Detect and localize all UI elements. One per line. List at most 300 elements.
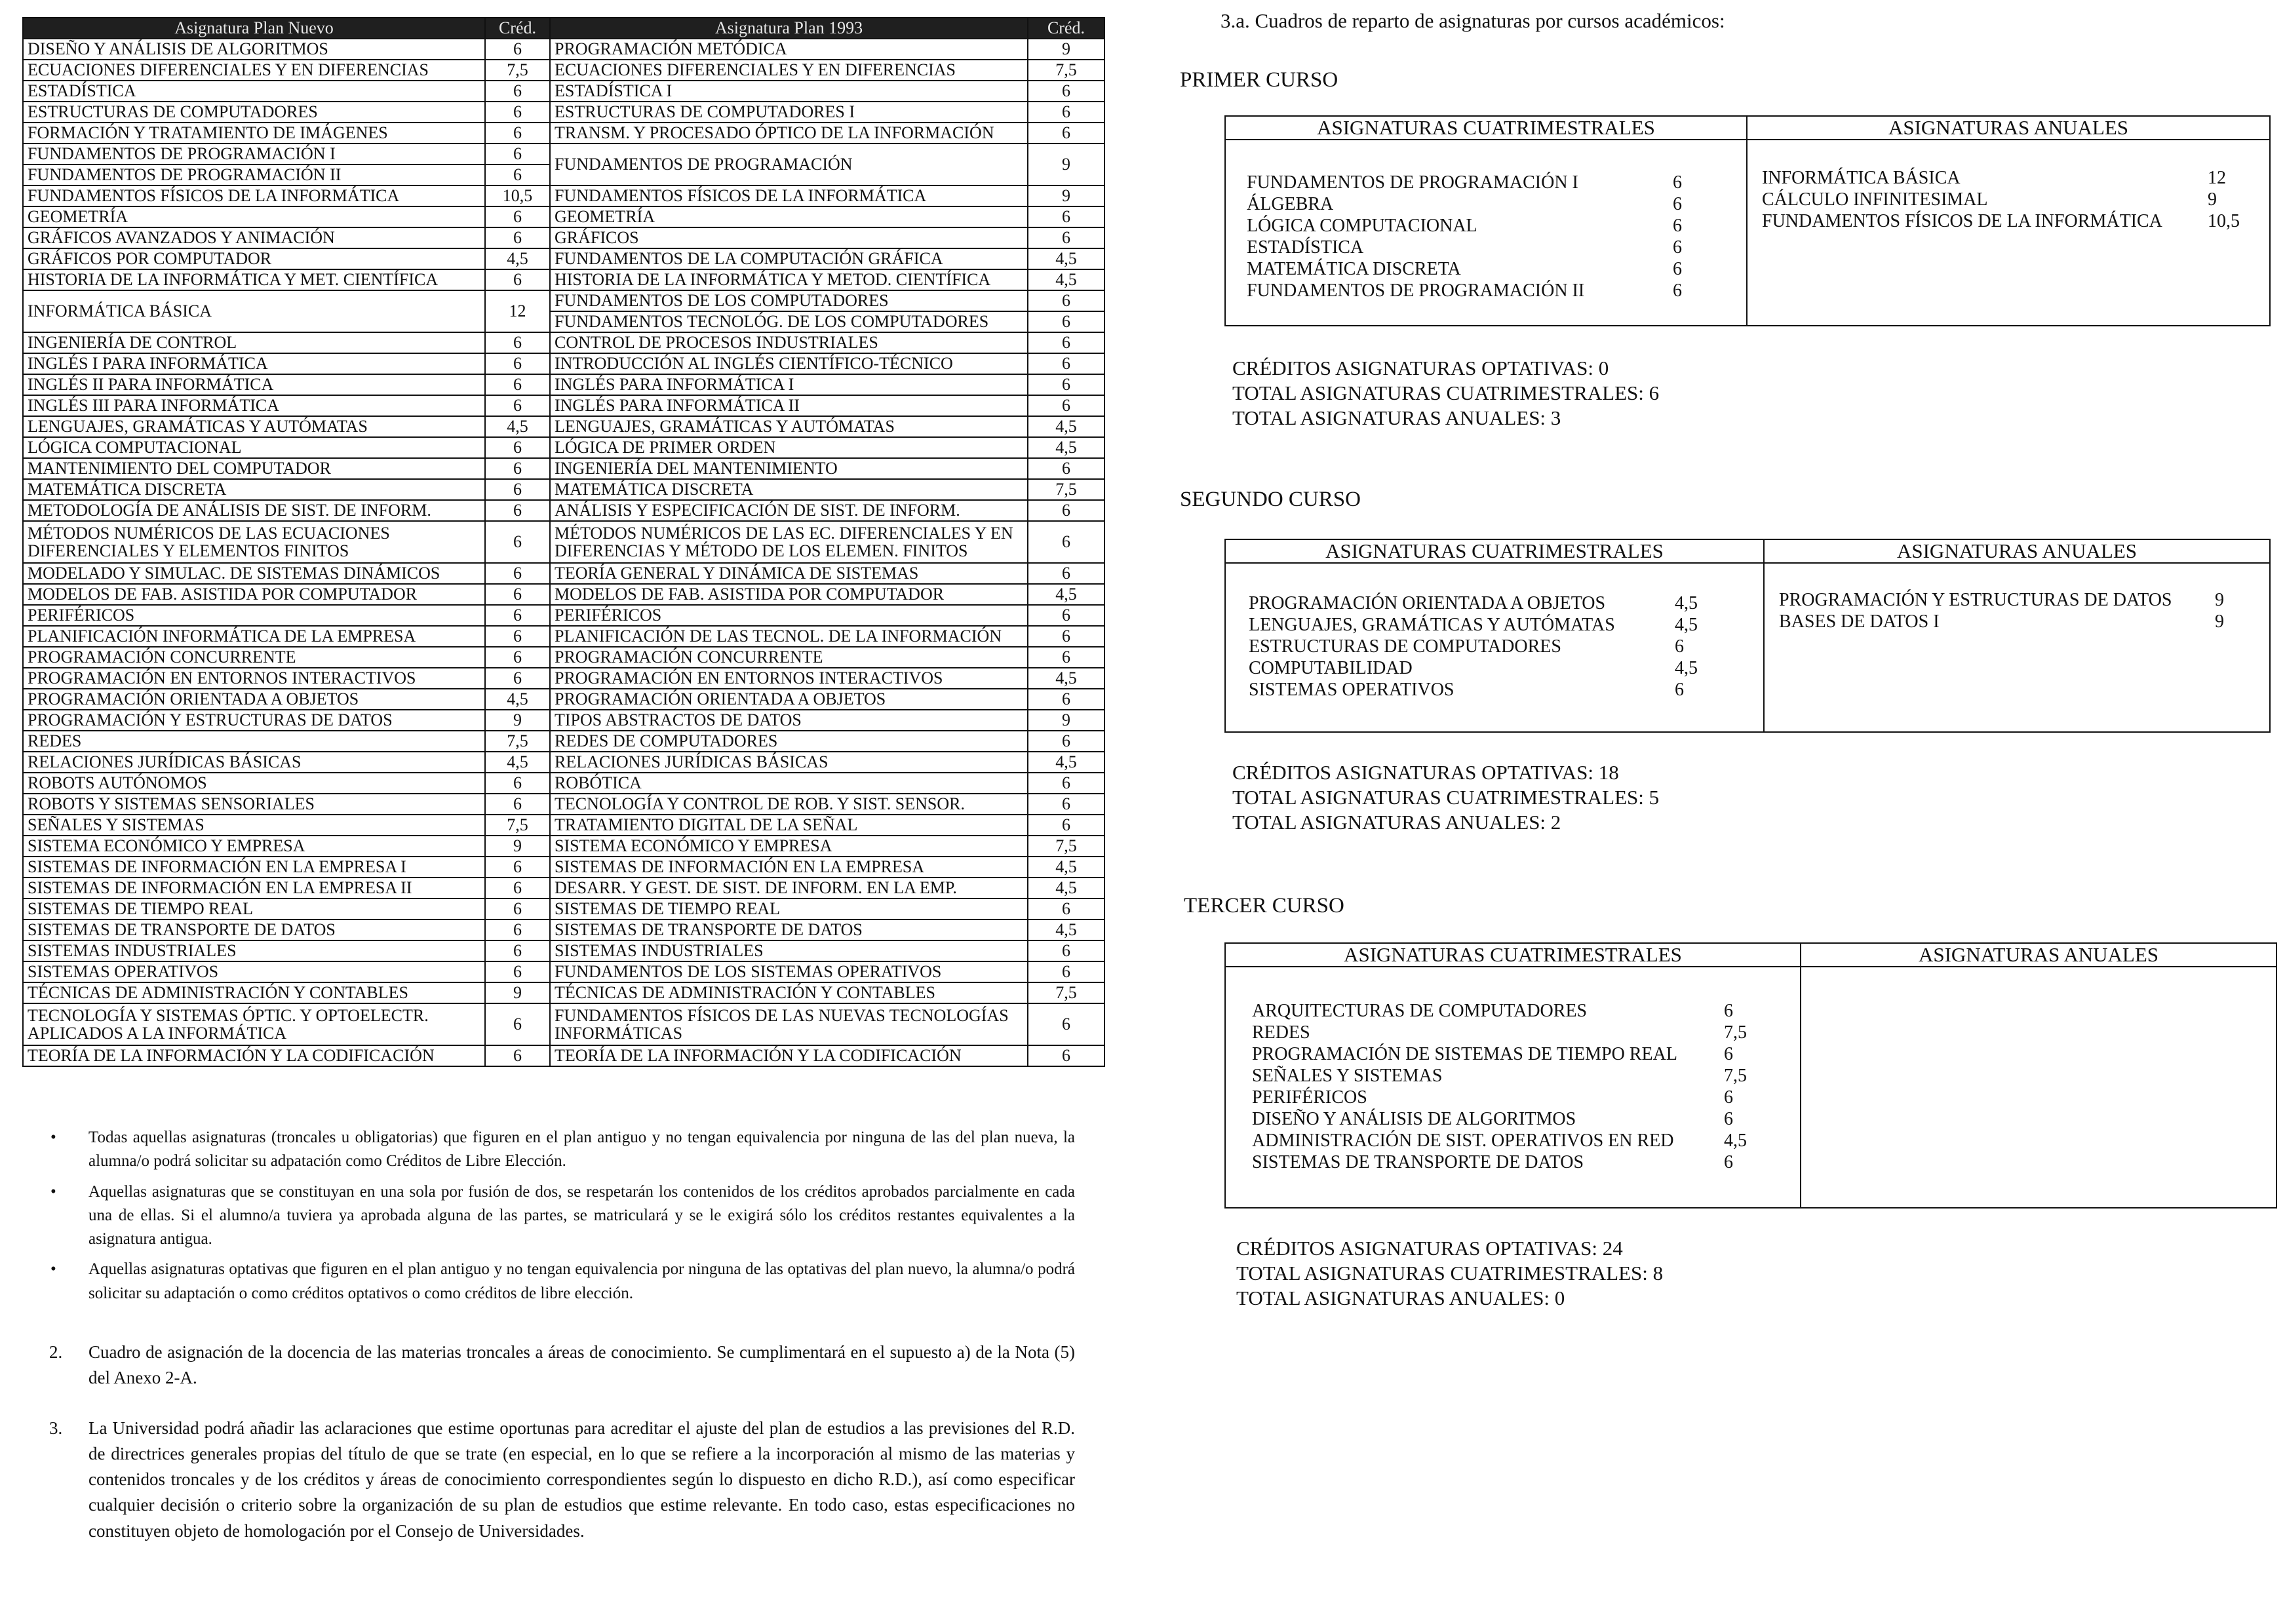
old-credits-cell: 4,5 (1028, 248, 1104, 269)
new-credits-cell: 7,5 (485, 815, 550, 836)
paragraph-2 (49, 1340, 1075, 1391)
header-new-credits: Créd. (485, 18, 550, 39)
new-credits-cell: 4,5 (485, 416, 550, 437)
new-credits-cell: 6 (485, 206, 550, 227)
new-credits-cell: 6 (485, 584, 550, 605)
old-credits-cell: 4,5 (1028, 878, 1104, 899)
new-subject-cell: MANTENIMIENTO DEL COMPUTADOR (23, 458, 485, 479)
table-row (23, 395, 1104, 416)
new-subject-cell: SISTEMAS DE TIEMPO REAL (23, 899, 485, 919)
subject-name: ADMINISTRACIÓN DE SIST. OPERATIVOS EN RED (1252, 1131, 1674, 1151)
paragraph-3 (49, 1416, 1075, 1544)
new-credits-cell: 9 (485, 982, 550, 1003)
subject-credits: 12 (2208, 168, 2226, 188)
table-row (23, 479, 1104, 500)
table-row (23, 81, 1104, 102)
subject-credits: 6 (1724, 1044, 1733, 1064)
new-credits-cell: 4,5 (485, 248, 550, 269)
new-credits-cell: 6 (485, 899, 550, 919)
list-item (1247, 258, 1719, 280)
column-divider (1800, 944, 1801, 1207)
list-item (1762, 167, 2247, 189)
new-credits-cell: 7,5 (485, 731, 550, 752)
old-credits-cell: 6 (1028, 1045, 1104, 1066)
first-summary: CRÉDITOS ASIGNATURAS OPTATIVAS: 0 TOTAL ASIGNATURAS CUATRIMESTRALES: 6 TOTAL ASIGNATURAS ANUALES: 3 (1232, 357, 1660, 429)
notes-section (49, 1126, 1075, 1312)
course-title-first: PRIMER CURSO (1180, 68, 1338, 92)
table-row (23, 584, 1104, 605)
table-row (23, 794, 1104, 815)
old-credits-cell: 4,5 (1028, 919, 1104, 940)
new-subject-cell: PROGRAMACIÓN CONCURRENTE (23, 647, 485, 668)
old-subject-cell: GRÁFICOS (550, 227, 1028, 248)
list-item (1779, 611, 2231, 632)
new-credits-cell: 6 (485, 521, 550, 563)
subject-name: PERIFÉRICOS (1252, 1087, 1367, 1108)
equivalence-table (22, 17, 1105, 1067)
table-row (23, 940, 1104, 961)
new-subject-cell: ECUACIONES DIFERENCIALES Y EN DIFERENCIAS (23, 60, 485, 81)
table-row (23, 458, 1104, 479)
subject-credits: 6 (1675, 680, 1684, 700)
new-credits-cell: 6 (485, 227, 550, 248)
old-credits-cell: 6 (1028, 311, 1104, 332)
new-subject-cell: RELACIONES JURÍDICAS BÁSICAS (23, 752, 485, 773)
old-credits-cell: 6 (1028, 123, 1104, 144)
old-subject-cell: INGLÉS PARA INFORMÁTICA I (550, 374, 1028, 395)
subject-credits: 4,5 (1675, 615, 1698, 635)
new-subject-cell: INFORMÁTICA BÁSICA (23, 290, 485, 332)
subject-credits: 4,5 (1724, 1131, 1747, 1151)
subject-credits: 7,5 (1724, 1022, 1747, 1043)
old-subject-cell: FUNDAMENTOS DE LOS SISTEMAS OPERATIVOS (550, 961, 1028, 982)
new-subject-cell: LÓGICA COMPUTACIONAL (23, 437, 485, 458)
table-row (23, 752, 1104, 773)
new-credits-cell: 6 (485, 144, 550, 164)
subject-name: ARQUITECTURAS DE COMPUTADORES (1252, 1001, 1588, 1021)
new-credits-cell: 6 (485, 647, 550, 668)
new-subject-cell: PERIFÉRICOS (23, 605, 485, 626)
subject-credits: 6 (1673, 172, 1682, 193)
old-credits-cell: 6 (1028, 458, 1104, 479)
table-row (23, 269, 1104, 290)
old-subject-cell: DESARR. Y GEST. DE SIST. DE INFORM. EN LA EMP. (550, 878, 1028, 899)
new-credits-cell: 6 (485, 919, 550, 940)
table-row (23, 836, 1104, 857)
new-subject-cell: PLANIFICACIÓN INFORMÁTICA DE LA EMPRESA (23, 626, 485, 647)
new-subject-cell: INGLÉS I PARA INFORMÁTICA (23, 353, 485, 374)
old-subject-cell: FUNDAMENTOS DE LA COMPUTACIÓN GRÁFICA (550, 248, 1028, 269)
new-credits-cell: 6 (485, 961, 550, 982)
subject-credits: 9 (2208, 189, 2217, 210)
cuatri-header: ASIGNATURAS CUATRIMESTRALES (1226, 944, 1800, 967)
old-subject-cell: SISTEMAS DE TRANSPORTE DE DATOS (550, 919, 1028, 940)
new-credits-cell: 6 (485, 878, 550, 899)
subject-name: PROGRAMACIÓN Y ESTRUCTURAS DE DATOS (1779, 590, 2172, 610)
new-subject-cell: MODELOS DE FAB. ASISTIDA POR COMPUTADOR (23, 584, 485, 605)
list-item (1252, 1022, 1770, 1043)
course-title-second: SEGUNDO CURSO (1180, 488, 1361, 511)
subject-name: ESTADÍSTICA (1247, 237, 1364, 258)
new-subject-cell: SISTEMA ECONÓMICO Y EMPRESA (23, 836, 485, 857)
old-subject-cell: ESTADÍSTICA I (550, 81, 1028, 102)
new-credits-cell: 6 (485, 164, 550, 185)
old-subject-cell: LENGUAJES, GRAMÁTICAS Y AUTÓMATAS (550, 416, 1028, 437)
old-credits-cell: 6 (1028, 332, 1104, 353)
old-credits-cell: 9 (1028, 144, 1104, 185)
subject-name: ESTRUCTURAS DE COMPUTADORES (1249, 636, 1561, 657)
table-row (23, 290, 1104, 311)
bullet-icon: • (50, 1260, 56, 1279)
table-row (23, 102, 1104, 123)
new-credits-cell: 6 (485, 332, 550, 353)
old-credits-cell: 6 (1028, 961, 1104, 982)
table-row (23, 437, 1104, 458)
table-row (23, 416, 1104, 437)
old-credits-cell: 6 (1028, 206, 1104, 227)
new-credits-cell: 6 (485, 794, 550, 815)
old-subject-cell: FUNDAMENTOS FÍSICOS DE LA INFORMÁTICA (550, 185, 1028, 206)
table-row (23, 689, 1104, 710)
list-item (1249, 592, 1721, 614)
old-credits-cell: 6 (1028, 521, 1104, 563)
new-subject-cell: SISTEMAS DE TRANSPORTE DE DATOS (23, 919, 485, 940)
table-row (23, 1003, 1104, 1045)
subject-name: CÁLCULO INFINITESIMAL (1762, 189, 1988, 210)
new-credits-cell: 9 (485, 710, 550, 731)
list-item (1252, 1151, 1770, 1173)
subject-credits: 6 (1673, 194, 1682, 214)
old-subject-cell: TIPOS ABSTRACTOS DE DATOS (550, 710, 1028, 731)
old-subject-cell: SISTEMA ECONÓMICO Y EMPRESA (550, 836, 1028, 857)
new-credits-cell: 6 (485, 102, 550, 123)
subject-credits: 9 (2215, 590, 2224, 610)
old-credits-cell: 4,5 (1028, 668, 1104, 689)
subject-name: COMPUTABILIDAD (1249, 658, 1413, 678)
second-anual-list (1779, 589, 2231, 632)
new-credits-cell: 6 (485, 1045, 550, 1066)
subject-credits: 6 (1724, 1109, 1733, 1129)
new-subject-cell: ROBOTS AUTÓNOMOS (23, 773, 485, 794)
table-header-row (23, 18, 1104, 39)
old-subject-cell: LÓGICA DE PRIMER ORDEN (550, 437, 1028, 458)
table-row (23, 647, 1104, 668)
old-subject-cell: FUNDAMENTOS DE LOS COMPUTADORES (550, 290, 1028, 311)
subject-credits: 4,5 (1675, 593, 1698, 613)
old-subject-cell: TECNOLOGÍA Y CONTROL DE ROB. Y SIST. SENSOR. (550, 794, 1028, 815)
old-subject-cell: TRANSM. Y PROCESADO ÓPTICO DE LA INFORMACIÓN (550, 123, 1028, 144)
old-subject-cell: PROGRAMACIÓN EN ENTORNOS INTERACTIVOS (550, 668, 1028, 689)
table-row (23, 185, 1104, 206)
new-subject-cell: GEOMETRÍA (23, 206, 485, 227)
old-subject-cell: MÉTODOS NUMÉRICOS DE LAS EC. DIFERENCIALES Y EN DIFERENCIAS Y MÉTODO DE LOS ELEMEN. FINITOS (550, 521, 1028, 563)
new-subject-cell: FUNDAMENTOS DE PROGRAMACIÓN I (23, 144, 485, 164)
old-subject-cell: MATEMÁTICA DISCRETA (550, 479, 1028, 500)
subject-name: SISTEMAS DE TRANSPORTE DE DATOS (1252, 1152, 1584, 1172)
note-item: • Aquellas asignaturas que se constituyan en una sola por fusión de dos, se respetarán los contenidos de los créditos aprobados parcialmente en cada una de ellas. Si el alumno/a tuviera ya aprobada alguna de las partes, se matriculará y se le exigirá sólo los créditos restantes equivalentes a la asignatura antigua. (49, 1180, 1075, 1252)
new-credits-cell: 6 (485, 500, 550, 521)
old-subject-cell: HISTORIA DE LA INFORMÁTICA Y METOD. CIENTÍFICA (550, 269, 1028, 290)
new-subject-cell: PROGRAMACIÓN ORIENTADA A OBJETOS (23, 689, 485, 710)
old-credits-cell: 7,5 (1028, 836, 1104, 857)
table-row (23, 332, 1104, 353)
old-subject-cell: ECUACIONES DIFERENCIALES Y EN DIFERENCIAS (550, 60, 1028, 81)
old-subject-cell: ESTRUCTURAS DE COMPUTADORES I (550, 102, 1028, 123)
new-credits-cell: 6 (485, 479, 550, 500)
list-item (1252, 1065, 1770, 1087)
new-credits-cell: 12 (485, 290, 550, 332)
new-subject-cell: METODOLOGÍA DE ANÁLISIS DE SIST. DE INFORM. (23, 500, 485, 521)
old-credits-cell: 6 (1028, 899, 1104, 919)
subject-credits: 7,5 (1724, 1066, 1747, 1086)
old-credits-cell: 6 (1028, 773, 1104, 794)
table-row (23, 919, 1104, 940)
new-credits-cell: 6 (485, 123, 550, 144)
cuatri-header: ASIGNATURAS CUATRIMESTRALES (1226, 117, 1746, 140)
table-row (23, 961, 1104, 982)
old-subject-cell: PLANIFICACIÓN DE LAS TECNOL. DE LA INFORMACIÓN (550, 626, 1028, 647)
old-subject-cell: SISTEMAS DE TIEMPO REAL (550, 899, 1028, 919)
new-subject-cell: TECNOLOGÍA Y SISTEMAS ÓPTIC. Y OPTOELECTR. APLICADOS A LA INFORMÁTICA (23, 1003, 485, 1045)
subject-name: BASES DE DATOS I (1779, 611, 1940, 632)
new-credits-cell: 6 (485, 395, 550, 416)
old-credits-cell: 7,5 (1028, 60, 1104, 81)
old-credits-cell: 6 (1028, 102, 1104, 123)
subject-name: SEÑALES Y SISTEMAS (1252, 1066, 1443, 1086)
table-row (23, 815, 1104, 836)
table-row (23, 206, 1104, 227)
bullet-icon: • (50, 1182, 56, 1201)
new-credits-cell: 6 (485, 353, 550, 374)
column-divider (1746, 117, 1748, 325)
list-item (1252, 1043, 1770, 1065)
old-credits-cell: 4,5 (1028, 416, 1104, 437)
list-item (1779, 589, 2231, 611)
table-row (23, 248, 1104, 269)
paragraph-number: 2. (49, 1342, 63, 1362)
table-row (23, 60, 1104, 81)
new-subject-cell: HISTORIA DE LA INFORMÁTICA Y MET. CIENTÍFICA (23, 269, 485, 290)
old-credits-cell: 9 (1028, 185, 1104, 206)
paragraph-number: 3. (49, 1418, 63, 1438)
new-credits-cell: 6 (485, 39, 550, 60)
subject-credits: 6 (1724, 1152, 1733, 1172)
third-summary: CRÉDITOS ASIGNATURAS OPTATIVAS: 24 TOTAL ASIGNATURAS CUATRIMESTRALES: 8 TOTAL ASIGNATURAS ANUALES: 0 (1236, 1237, 1664, 1309)
subject-name: REDES (1252, 1022, 1310, 1043)
note-item: • Aquellas asignaturas optativas que figuren en el plan antiguo y no tengan equivalencia por ninguna de las optativas del plan nuevo, la alumna/o podrá solicitar su adaptación o como créditos optativos o como créditos de libre elección. (49, 1258, 1075, 1305)
subject-credits: 6 (1673, 280, 1682, 301)
subject-credits: 6 (1673, 259, 1682, 279)
table-row (23, 500, 1104, 521)
subject-credits: 6 (1675, 636, 1684, 657)
old-credits-cell: 6 (1028, 563, 1104, 584)
header-old-credits: Créd. (1028, 18, 1104, 39)
subject-name: ÁLGEBRA (1247, 194, 1334, 214)
old-credits-cell: 6 (1028, 395, 1104, 416)
new-subject-cell: MODELADO Y SIMULAC. DE SISTEMAS DINÁMICOS (23, 563, 485, 584)
old-credits-cell: 6 (1028, 81, 1104, 102)
new-credits-cell: 10,5 (485, 185, 550, 206)
new-subject-cell: PROGRAMACIÓN Y ESTRUCTURAS DE DATOS (23, 710, 485, 731)
new-credits-cell: 6 (485, 773, 550, 794)
new-subject-cell: REDES (23, 731, 485, 752)
table-row (23, 731, 1104, 752)
new-subject-cell: ESTADÍSTICA (23, 81, 485, 102)
list-item (1249, 657, 1721, 679)
new-subject-cell: TÉCNICAS DE ADMINISTRACIÓN Y CONTABLES (23, 982, 485, 1003)
old-credits-cell: 7,5 (1028, 982, 1104, 1003)
new-credits-cell: 6 (485, 668, 550, 689)
old-subject-cell: INGLÉS PARA INFORMÁTICA II (550, 395, 1028, 416)
subject-name: PROGRAMACIÓN DE SISTEMAS DE TIEMPO REAL (1252, 1044, 1677, 1064)
paragraph-text: Cuadro de asignación de la docencia de las materias troncales a áreas de conocimiento. Se cumplimentará en el supuesto a) de la Nota (5) del Anexo 2-A. (88, 1342, 1075, 1388)
note-item: • Todas aquellas asignaturas (troncales u obligatorias) que figuren en el plan antiguo y no tengan equivalencia por ninguna de las del plan nueva, la alumna/o podrá solicitar su adpatación como Créditos de Libre Elección. (49, 1126, 1075, 1174)
new-credits-cell: 6 (485, 563, 550, 584)
subject-credits: 6 (1724, 1001, 1733, 1021)
table-row (23, 39, 1104, 60)
old-subject-cell: PERIFÉRICOS (550, 605, 1028, 626)
subject-name: MATEMÁTICA DISCRETA (1247, 259, 1461, 279)
old-subject-cell: TÉCNICAS DE ADMINISTRACIÓN Y CONTABLES (550, 982, 1028, 1003)
old-subject-cell: INGENIERÍA DEL MANTENIMIENTO (550, 458, 1028, 479)
list-item (1247, 237, 1719, 258)
old-subject-cell: TEORÍA DE LA INFORMACIÓN Y LA CODIFICACIÓN (550, 1045, 1028, 1066)
new-credits-cell: 7,5 (485, 60, 550, 81)
new-credits-cell: 6 (485, 940, 550, 961)
old-credits-cell: 6 (1028, 815, 1104, 836)
old-subject-cell: SISTEMAS INDUSTRIALES (550, 940, 1028, 961)
old-credits-cell: 6 (1028, 374, 1104, 395)
new-subject-cell: GRÁFICOS POR COMPUTADOR (23, 248, 485, 269)
old-subject-cell: PROGRAMACIÓN METÓDICA (550, 39, 1028, 60)
old-subject-cell: PROGRAMACIÓN CONCURRENTE (550, 647, 1028, 668)
old-credits-cell: 7,5 (1028, 479, 1104, 500)
second-cuatri-list (1249, 592, 1721, 701)
column-divider (1763, 540, 1765, 731)
first-anual-list (1762, 167, 2247, 232)
new-subject-cell: SISTEMAS INDUSTRIALES (23, 940, 485, 961)
table-row (23, 521, 1104, 563)
old-subject-cell: PROGRAMACIÓN ORIENTADA A OBJETOS (550, 689, 1028, 710)
table-row (23, 353, 1104, 374)
anual-header: ASIGNATURAS ANUALES (1748, 117, 2269, 140)
new-subject-cell: ESTRUCTURAS DE COMPUTADORES (23, 102, 485, 123)
table-body (23, 39, 1104, 1066)
table-row (23, 857, 1104, 878)
list-item (1252, 1130, 1770, 1151)
old-subject-cell: REDES DE COMPUTADORES (550, 731, 1028, 752)
new-subject-cell: INGLÉS II PARA INFORMÁTICA (23, 374, 485, 395)
old-subject-cell: SISTEMAS DE INFORMACIÓN EN LA EMPRESA (550, 857, 1028, 878)
old-credits-cell: 6 (1028, 290, 1104, 311)
old-credits-cell: 6 (1028, 227, 1104, 248)
new-subject-cell: SEÑALES Y SISTEMAS (23, 815, 485, 836)
new-credits-cell: 6 (485, 437, 550, 458)
subject-name: INFORMÁTICA BÁSICA (1762, 168, 1961, 188)
table-row (23, 773, 1104, 794)
list-item (1247, 172, 1719, 193)
old-subject-cell: TEORÍA GENERAL Y DINÁMICA DE SISTEMAS (550, 563, 1028, 584)
new-credits-cell: 6 (485, 626, 550, 647)
new-subject-cell: PROGRAMACIÓN EN ENTORNOS INTERACTIVOS (23, 668, 485, 689)
old-credits-cell: 6 (1028, 500, 1104, 521)
list-item (1762, 210, 2247, 232)
new-subject-cell: DISEÑO Y ANÁLISIS DE ALGORITMOS (23, 39, 485, 60)
new-subject-cell: GRÁFICOS AVANZADOS Y ANIMACIÓN (23, 227, 485, 248)
table-row (23, 563, 1104, 584)
old-subject-cell: GEOMETRÍA (550, 206, 1028, 227)
new-subject-cell: FUNDAMENTOS DE PROGRAMACIÓN II (23, 164, 485, 185)
old-subject-cell: CONTROL DE PROCESOS INDUSTRIALES (550, 332, 1028, 353)
old-credits-cell: 6 (1028, 605, 1104, 626)
new-subject-cell: INGLÉS III PARA INFORMÁTICA (23, 395, 485, 416)
subject-name: SISTEMAS OPERATIVOS (1249, 680, 1455, 700)
course-title-third: TERCER CURSO (1184, 894, 1344, 918)
table-row (23, 626, 1104, 647)
anual-header: ASIGNATURAS ANUALES (1765, 540, 2269, 564)
list-item (1762, 189, 2247, 210)
old-subject-cell: FUNDAMENTOS TECNOLÓG. DE LOS COMPUTADORES (550, 311, 1028, 332)
new-subject-cell: SISTEMAS DE INFORMACIÓN EN LA EMPRESA I (23, 857, 485, 878)
new-subject-cell: ROBOTS Y SISTEMAS SENSORIALES (23, 794, 485, 815)
new-credits-cell: 6 (485, 857, 550, 878)
table-row (23, 1045, 1104, 1066)
subject-credits: 6 (1724, 1087, 1733, 1108)
second-summary: CRÉDITOS ASIGNATURAS OPTATIVAS: 18 TOTAL ASIGNATURAS CUATRIMESTRALES: 5 TOTAL ASIGNATURAS ANUALES: 2 (1232, 761, 1660, 834)
header-new-subject: Asignatura Plan Nuevo (23, 18, 485, 39)
old-subject-cell: RELACIONES JURÍDICAS BÁSICAS (550, 752, 1028, 773)
old-credits-cell: 9 (1028, 39, 1104, 60)
subject-credits: 4,5 (1675, 658, 1698, 678)
new-credits-cell: 6 (485, 81, 550, 102)
new-credits-cell: 6 (485, 374, 550, 395)
new-subject-cell: FORMACIÓN Y TRATAMIENTO DE IMÁGENES (23, 123, 485, 144)
subject-name: FUNDAMENTOS DE PROGRAMACIÓN I (1247, 172, 1578, 193)
old-credits-cell: 4,5 (1028, 752, 1104, 773)
new-subject-cell: LENGUAJES, GRAMÁTICAS Y AUTÓMATAS (23, 416, 485, 437)
new-credits-cell: 6 (485, 269, 550, 290)
table-row (23, 878, 1104, 899)
new-credits-cell: 4,5 (485, 689, 550, 710)
table-row (23, 982, 1104, 1003)
bullet-icon: • (50, 1129, 56, 1146)
subject-credits: 9 (2215, 611, 2224, 632)
first-cuatri-list (1247, 172, 1719, 301)
old-credits-cell: 6 (1028, 794, 1104, 815)
old-subject-cell: MODELOS DE FAB. ASISTIDA POR COMPUTADOR (550, 584, 1028, 605)
table-row (23, 374, 1104, 395)
new-credits-cell: 6 (485, 605, 550, 626)
new-subject-cell: MATEMÁTICA DISCRETA (23, 479, 485, 500)
table-row (23, 123, 1104, 144)
old-credits-cell: 6 (1028, 689, 1104, 710)
new-credits-cell: 9 (485, 836, 550, 857)
table-row (23, 227, 1104, 248)
old-credits-cell: 6 (1028, 940, 1104, 961)
old-credits-cell: 6 (1028, 626, 1104, 647)
list-item (1247, 280, 1719, 301)
old-credits-cell: 4,5 (1028, 584, 1104, 605)
old-credits-cell: 6 (1028, 1003, 1104, 1045)
cuatri-header: ASIGNATURAS CUATRIMESTRALES (1226, 540, 1763, 564)
old-subject-cell: FUNDAMENTOS FÍSICOS DE LAS NUEVAS TECNOLOGÍAS INFORMÁTICAS (550, 1003, 1028, 1045)
new-credits-cell: 4,5 (485, 752, 550, 773)
old-subject-cell: INTRODUCCIÓN AL INGLÉS CIENTÍFICO-TÉCNICO (550, 353, 1028, 374)
old-credits-cell: 6 (1028, 731, 1104, 752)
header-old-subject: Asignatura Plan 1993 (550, 18, 1028, 39)
subject-credits: 6 (1673, 216, 1682, 236)
subject-name: LÓGICA COMPUTACIONAL (1247, 216, 1477, 236)
